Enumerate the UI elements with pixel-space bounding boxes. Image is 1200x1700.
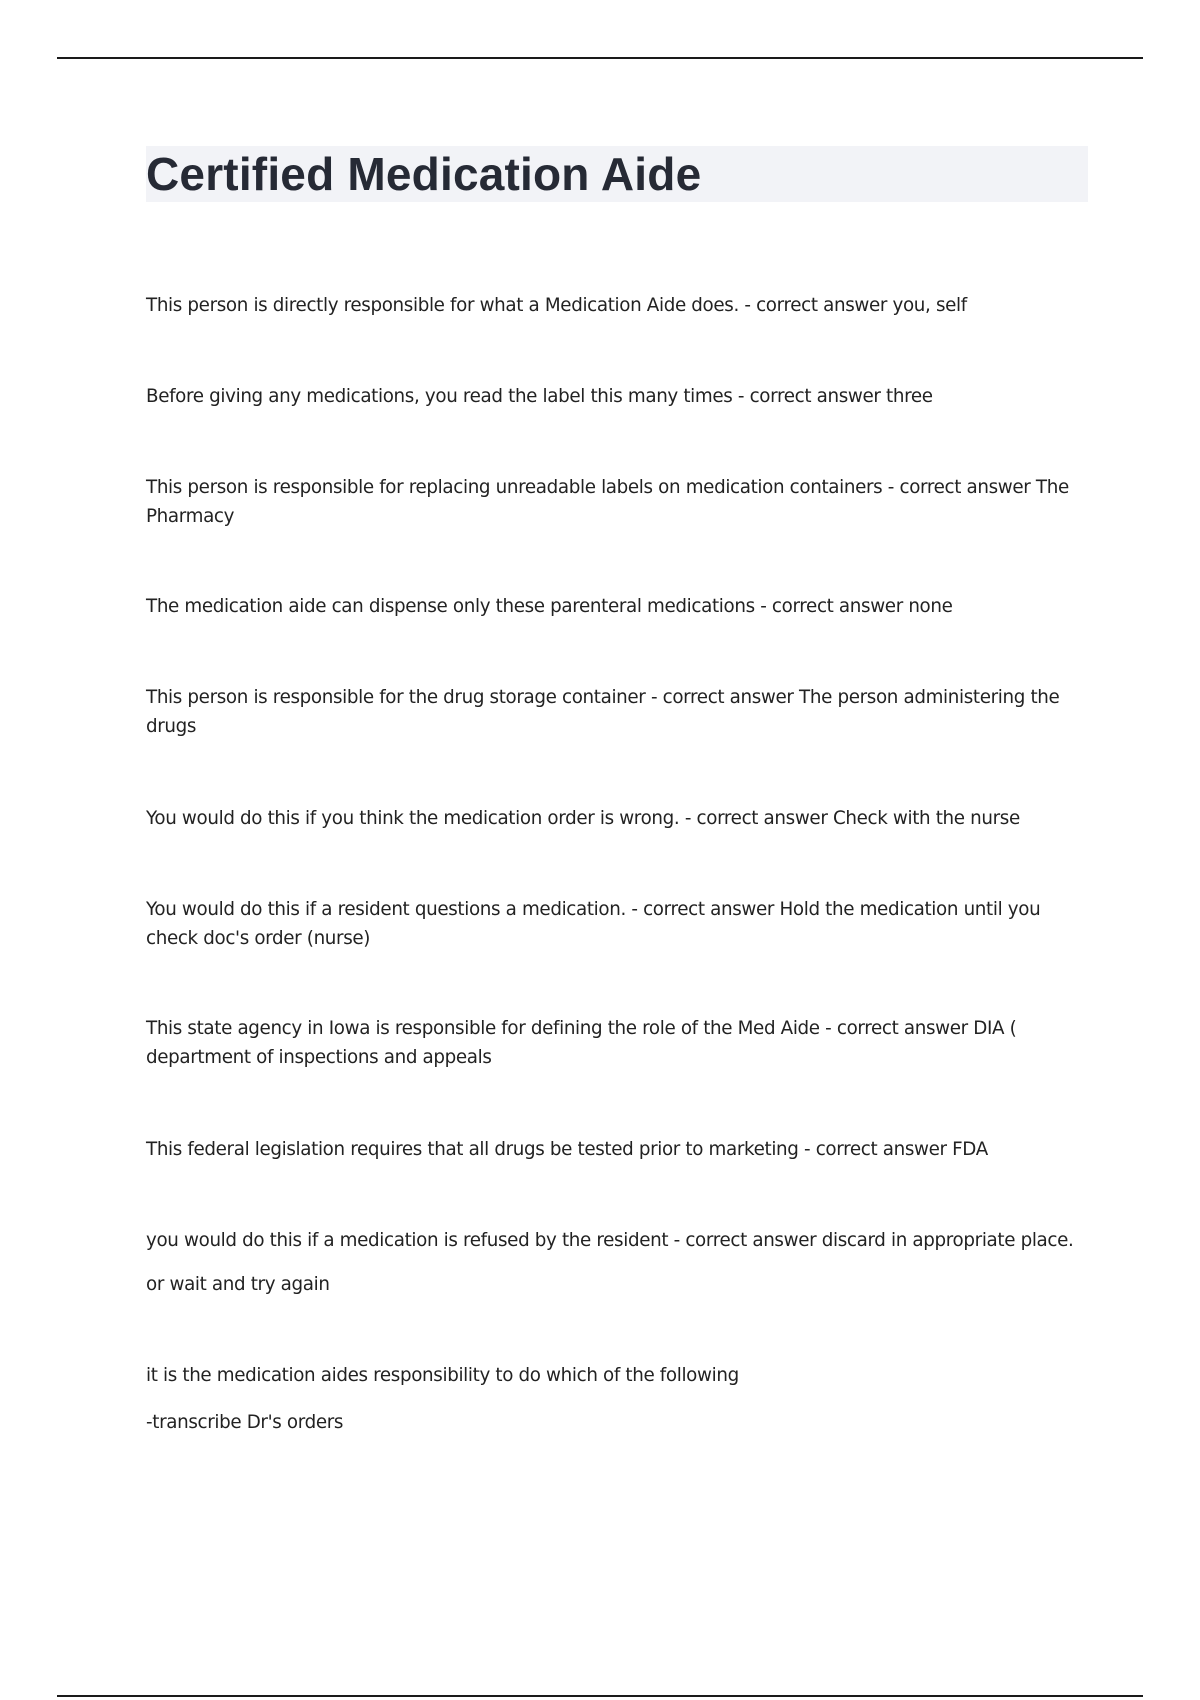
qa-item-5: This person is responsible for the drug storage container - correct answer The person administering the drugs bbox=[146, 687, 1060, 737]
qa-item-3: This person is responsible for replacing unreadable labels on medication containers - correct answer The Pharmacy bbox=[146, 477, 1069, 527]
qa-item-9: This federal legislation requires that all drugs be tested prior to marketing - correct answer FDA bbox=[146, 1139, 988, 1160]
top-rule bbox=[57, 57, 1143, 59]
document-title: Certified Medication Aide bbox=[146, 148, 702, 200]
bottom-rule bbox=[57, 1695, 1143, 1697]
qa-item-7: You would do this if a resident questions a medication. - correct answer Hold the medication until you check doc's order (nurse) bbox=[146, 899, 1041, 949]
qa-item-8: This state agency in Iowa is responsible for defining the role of the Med Aide - correct answer DIA ( department of inspections and appeals bbox=[146, 1018, 1017, 1068]
qa-item-10: you would do this if a medication is refused by the resident - correct answer discard in appropriate place. or wait and try again bbox=[146, 1230, 1074, 1295]
qa-item-6: You would do this if you think the medication order is wrong. - correct answer Check with the nurse bbox=[146, 808, 1020, 829]
qa-item-2: Before giving any medications, you read the label this many times - correct answer three bbox=[146, 386, 933, 407]
qa-question-11: it is the medication aides responsibility to do which of the following bbox=[146, 1365, 739, 1386]
qa-item-1: This person is directly responsible for what a Medication Aide does. - correct answer you, self bbox=[146, 295, 967, 316]
qa-item-4: The medication aide can dispense only these parenteral medications - correct answer none bbox=[146, 596, 953, 617]
qa-option-11a: -transcribe Dr's orders bbox=[146, 1412, 344, 1433]
